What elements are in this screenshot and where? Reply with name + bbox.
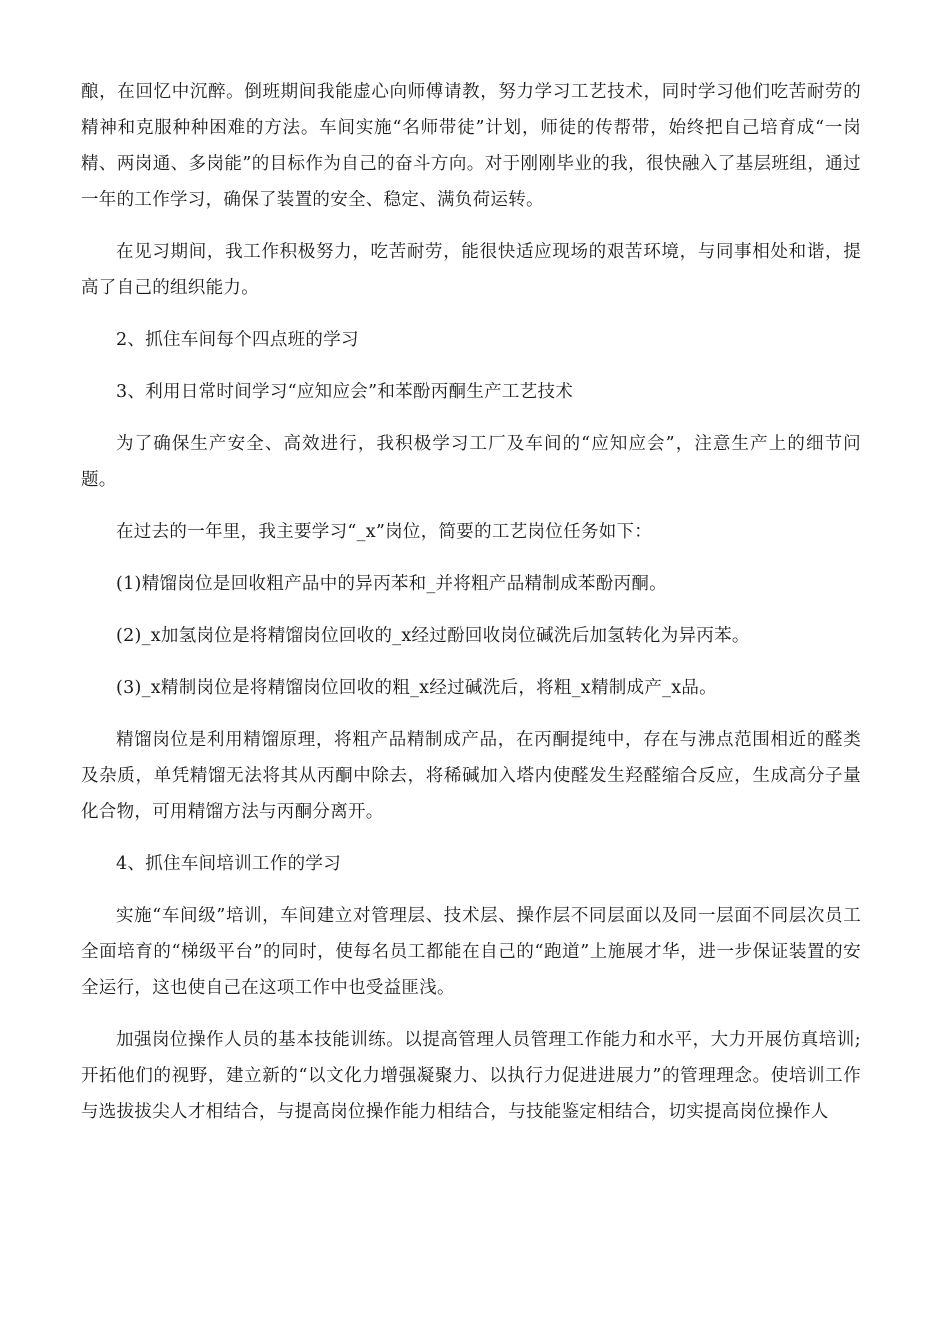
paragraph-training: 实施“车间级”培训，车间建立对管理层、技术层、操作层不同层面以及同一层面不同层次员工全面培育的“梯级平台”的同时，使每名员工都能在自己的“跑道”上施展才华，进一步保证装置的安全运行，这也使自己在这项工作中也受益匪浅。	[81, 906, 861, 998]
section-heading-3: 3、利用日常时间学习“应知应会”和苯酚丙酮生产工艺技术	[116, 382, 574, 402]
list-item-1: (1)精馏岗位是回收粗产品中的异丙苯和_并将粗产品精制成苯酚丙酮。	[116, 574, 667, 594]
paragraph-past-year: 在过去的一年里，我主要学习“_x”岗位，简要的工艺岗位任务如下：	[116, 522, 653, 542]
document-body	[81, 74, 861, 1146]
paragraph-internship: 在见习期间，我工作积极努力，吃苦耐劳，能很快适应现场的艰苦环境，与同事相处和谐，提高了自己的组织能力。	[81, 242, 861, 298]
paragraph-continued: 酿，在回忆中沉醉。倒班期间我能虚心向师傅请教，努力学习工艺技术，同时学习他们吃苦耐劳的精神和克服种种困难的方法。车间实施“名师带徒”计划，师徒的传帮带，始终把自己培育成“一岗精、两岗通、多岗能”的目标作为自己的奋斗方向。对于刚刚毕业的我，很快融入了基层班组，通过一年的工作学习，确保了装置的安全、稳定、满负荷运转。	[81, 82, 861, 210]
paragraph-distillation: 精馏岗位是利用精馏原理，将粗产品精制成产品，在丙酮提纯中，存在与沸点范围相近的醛类及杂质，单凭精馏无法将其从丙酮中除去，将稀碱加入塔内使醛发生羟醛缩合反应，生成高分子量化合物，可用精馏方法与丙酮分离开。	[81, 730, 861, 822]
paragraph-skills: 加强岗位操作人员的基本技能训练。以提高管理人员管理工作能力和水平，大力开展仿真培训;开拓他们的视野，建立新的“以文化力增强凝聚力、以执行力促进进展力”的管理理念。使培训工作与选拔拔尖人才相结合，与提高岗位操作能力相结合，与技能鉴定相结合，切实提高岗位操作人	[81, 1030, 861, 1122]
list-item-3: (3)_x精制岗位是将精馏岗位回收的粗_x经过碱洗后，将粗_x精制成产_x品。	[116, 678, 717, 698]
list-item-2: (2)_x加氢岗位是将精馏岗位回收的_x经过酚回收岗位碱洗后加氢转化为异丙苯。	[116, 626, 750, 646]
section-heading-2: 2、抓住车间每个四点班的学习	[116, 330, 359, 350]
section-heading-4: 4、抓住车间培训工作的学习	[116, 854, 342, 874]
paragraph-safety: 为了确保生产安全、高效进行，我积极学习工厂及车间的“应知应会”，注意生产上的细节问题。	[81, 434, 861, 490]
